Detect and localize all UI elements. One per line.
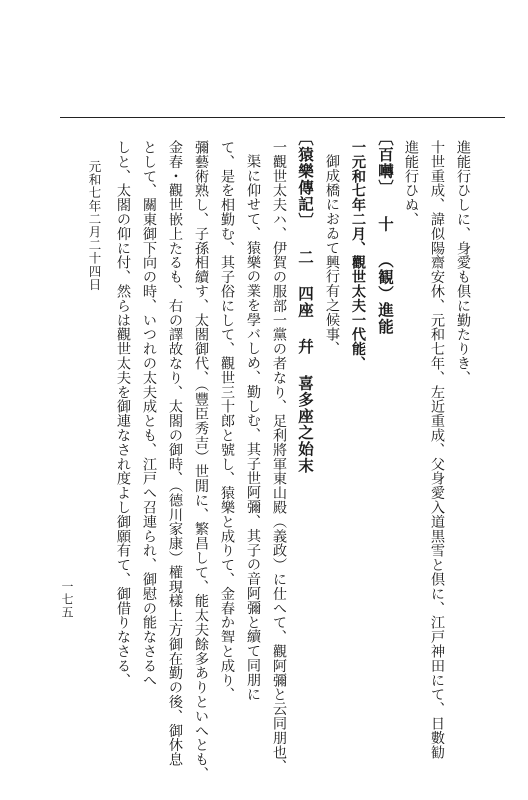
date-footer: 元和七年二月二十四日 [87, 160, 102, 291]
source-heading-hyakuten: 〔百囀〕 十 （観）進能 [376, 130, 395, 335]
text-column-8: 一觀世太夫ハ、伊賀の服部一黨の者なり、足利將軍東山殿（義政）に仕へて、觀阿彌と云同朋也、 [271, 140, 287, 774]
text-column-5: 一元和七年二月、觀世太夫一代能、 [350, 140, 366, 371]
text-column-13: として、關東御下向の時、いつれの太夫成とも、江戸へ召連られ、御慰の能なさるへ [141, 140, 157, 688]
text-column-14: しと、太閤の仰に付、然らは觀世太夫を御連なされ度よし御願有て、御借りなさる、 [115, 140, 131, 688]
text-column-11: 彌藝術熟し、子孫相續す、太閤御代、（豐臣秀吉）世閒に、繁昌して、能太夫餘多ありといへとも、 [193, 140, 209, 781]
page-number: 一七五 [60, 580, 74, 619]
text-column-2: 十世重成、諱似陽齋安休、元和七年、左近重成、父身愛入道黒雪と倶に、江戸神田にて、日數勧 [429, 140, 445, 760]
text-column-12: 金春・觀世嵌上たるも、右の譯故なり、太閤の御時、（德川家康）權現樣上方御在勤の後、御休息 [167, 140, 183, 767]
text-column-3: 進能行ひぬ、 [403, 140, 419, 227]
text-column-10: て、是を相勤む、其子俗にして、觀世三十郎と號し、猿樂と成りて、金春か聟と成り、 [219, 140, 235, 702]
top-rule [60, 117, 505, 118]
text-column-1: 進能行ひしに、身愛も倶に勤たりき、 [455, 140, 471, 385]
text-column-6: 御成橋におゐて興行有之候事、 [324, 154, 340, 356]
source-heading-sarugaku-denki: 〔猿樂傳記〕 二 四座 幷 喜多座之始末 [296, 130, 315, 474]
text-column-9: 渠に仰せて、猿樂の業を學バしめ、勤しむ、其子世阿彌、其子の音阿彌と續て同朋に [245, 154, 261, 702]
